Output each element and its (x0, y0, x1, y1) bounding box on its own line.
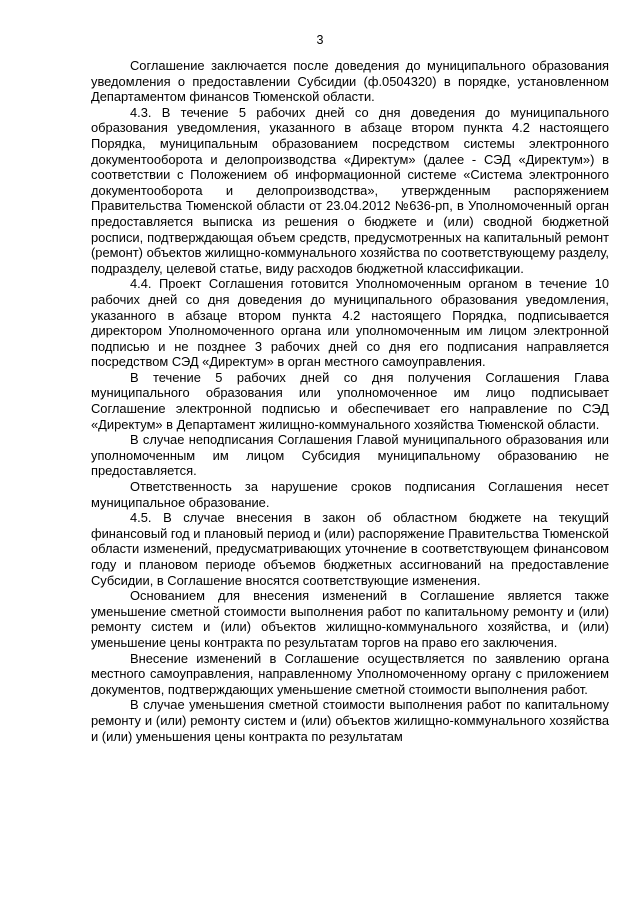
page-number: 3 (316, 33, 324, 47)
paragraph-agreement-conclusion: Соглашение заключается после доведения до муниципального образования уведомления о предоставлении Субсидии (ф.0504320) в порядке, установленном Департаментом финансов Тюменской области. (91, 58, 609, 105)
paragraph-4-5: 4.5. В случае внесения в закон об областном бюджете на текущий финансовый год и плановый период и (или) распоряжение Правительства Тюменской области изменений, предусматривающих уточнение в соответствующем финансовом году и плановом периоде объемов бюджетных ассигнований на предоставление Субсидии, в Соглашение вносятся соответствующие изменения. (91, 510, 609, 588)
paragraph-responsibility: Ответственность за нарушение сроков подписания Соглашения несет муниципальное образование. (91, 479, 609, 510)
paragraph-amendment-procedure: Внесение изменений в Соглашение осуществляется по заявлению органа местного самоуправления, направленному Уполномоченному органу с приложением документов, подтверждающих уменьшение сметной стоимости выполнения работ. (91, 650, 609, 697)
paragraph-4-3: 4.3. В течение 5 рабочих дней со дня доведения до муниципального образования уведомления, указанного в абзаце втором пункта 4.2 настоящего Порядка, муниципальным образованием посредством системы электронного документооборота и делопроизводства «Директум» (далее - СЭД «Директум») в соответствии с Положением об информационной системе «Система электронного документооборота и делопроизводства», утвержденным распоряжением Правительства Тюменской области от 23.04.2012 №636-рп, в Уполномоченный орган предоставляется выписка из решения о бюджете и (или) сводной бюджетной росписи, подтверждающая объем средств, предусмотренных на капитальный ремонт (ремонт) объектов жилищно-коммунального хозяйства по соответствующему разделу, подразделу, целевой статье, виду расходов бюджетной классификации. (91, 104, 609, 276)
paragraph-cost-reduction: В случае уменьшения сметной стоимости выполнения работ по капитальному ремонту и (или) ремонту систем и (или) объектов жилищно-коммунального хозяйства и (или) уменьшения цены контракта по результатам (91, 697, 609, 744)
document-body (91, 58, 609, 744)
paragraph-non-signing: В случае неподписания Соглашения Главой муниципального образования или уполномоченным им лицом Субсидия муниципальному образованию не предоставляется. (91, 432, 609, 479)
paragraph-4-4: 4.4. Проект Соглашения готовится Уполномоченным органом в течение 10 рабочих дней со дня доведения до муниципального образования уведомления, указанного в абзаце втором пункта 4.2 настоящего Порядка, подписывается директором Уполномоченного органа или уполномоченным им лицом электронной подписью и не позднее 3 рабочих дней со дня его подписания направляется посредством СЭД «Директум» в орган местного самоуправления. (91, 276, 609, 370)
paragraph-amendment-grounds: Основанием для внесения изменений в Соглашение является также уменьшение сметной стоимости выполнения работ по капитальному ремонту и (или) ремонту систем и (или) объектов жилищно-коммунального хозяйства, и (или) уменьшение цены контракта по результатам торгов на право его заключения. (91, 588, 609, 650)
paragraph-agreement-signing: В течение 5 рабочих дней со дня получения Соглашения Глава муниципального образования или уполномоченное им лицо подписывает Соглашение электронной подписью и обеспечивает его направление по СЭД «Директум» в Департамент жилищно-коммунального хозяйства Тюменской области. (91, 369, 609, 432)
